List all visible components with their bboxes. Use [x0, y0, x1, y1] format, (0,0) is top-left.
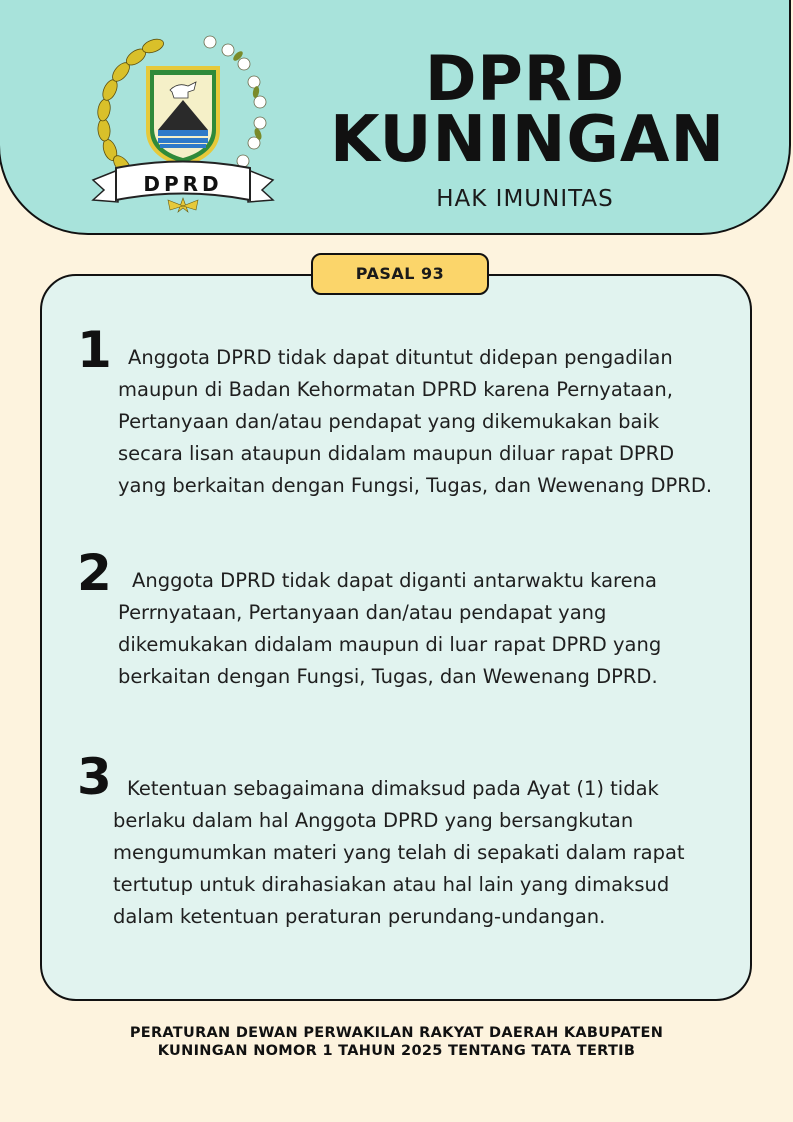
- logo-text: DPRD: [143, 172, 223, 196]
- item-text-2: Anggota DPRD tidak dapat diganti antarwaktu karena Perrnyataan, Pertanyaan dan/atau pendapat yang dikemukakan didalam maupun di luar rapat DPRD yang berkaitan dengan Fungsi, Tugas, dan Wewenang DPRD.: [118, 569, 662, 688]
- item-text-1: Anggota DPRD tidak dapat dituntut didepan pengadilan maupun di Badan Kehormatan DPRD karena Pernyataan, Pertanyaan dan/atau pendapat yang dikemukakan baik secara lisan ataupun didalam maupun diluar rapat DPRD yang berkaitan dengan Fungsi, Tugas, dan Wewenang DPRD.: [118, 346, 713, 497]
- item-number-2: 2: [77, 544, 112, 602]
- star-icon: [168, 198, 198, 212]
- page-title-line1: DPRD: [424, 42, 626, 115]
- article-label-badge: PASAL 93: [311, 253, 489, 295]
- item-number-1: 1: [77, 321, 112, 379]
- page-subtitle: HAK IMUNITAS: [436, 186, 614, 212]
- page-title-line2: KUNINGAN: [330, 103, 725, 177]
- footer-line-2: KUNINGAN NOMOR 1 TAHUN 2025 TENTANG TATA TERTIB: [157, 1043, 636, 1059]
- dprd-emblem-logo: [88, 30, 278, 215]
- footer-line-1: PERATURAN DEWAN PERWAKILAN RAKYAT DAERAH KABUPATEN: [129, 1025, 664, 1041]
- footer-citation: [60, 1024, 733, 1060]
- item-number-3: 3: [77, 748, 112, 806]
- item-text-3: Ketentuan sebagaimana dimaksud pada Ayat (1) tidak berlaku dalam hal Anggota DPRD yang bersangkutan mengumumkan materi yang telah di sepakati dalam rapat tertutup untuk dirahasiakan atau hal lain yang dimaksud dalam ketentuan peraturan perundang-undangan.: [113, 777, 685, 928]
